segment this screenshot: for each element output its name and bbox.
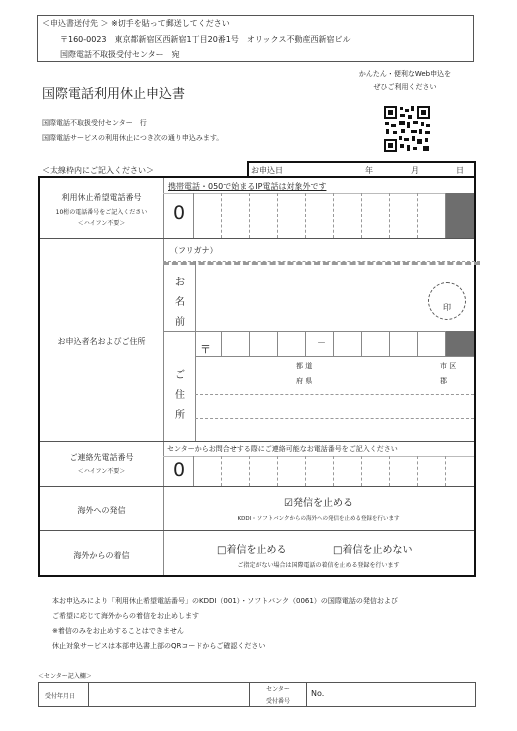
- city-label-bottom: 郡: [440, 377, 447, 385]
- date-month: 月: [411, 166, 419, 175]
- qr-caption-1: かんたん・便利なWeb申込を: [358, 70, 452, 78]
- contact-label: ご連絡先電話番号: [69, 453, 134, 462]
- contact-hyphen-note: ＜ハイフン不要＞: [77, 468, 126, 475]
- received-date-label: 受付年月日: [45, 693, 76, 700]
- qr-caption-2: ぜひご利用ください: [373, 83, 437, 91]
- instruction-text: ＜太線枠内にご記入ください＞: [42, 166, 154, 175]
- phone-label: 利用休止希望電話番号: [61, 193, 142, 202]
- city-label-top: 市 区: [440, 362, 457, 370]
- application-date-box[interactable]: [247, 161, 476, 177]
- incoming-stop-checkbox[interactable]: □着信を止める: [217, 545, 287, 556]
- mailing-recipient: 国際電話不取扱受付センター 宛: [60, 50, 180, 59]
- contact-note: センターからお問合せする際にご連絡可能なお電話番号をご記入ください: [167, 445, 398, 453]
- seal-mark: 印: [443, 303, 451, 312]
- name-char-1: お: [175, 277, 185, 288]
- prefecture-label-top: 都 道: [296, 362, 313, 370]
- prefecture-label-bottom: 府 県: [296, 377, 313, 385]
- address-char-3: 所: [175, 410, 185, 421]
- qr-code-icon[interactable]: [383, 105, 431, 153]
- center-number-label-top: センター: [266, 686, 290, 693]
- footnote-4: 休止対象サービスは本部申込書上部のQRコードからご確認ください: [52, 642, 266, 650]
- application-form: [38, 176, 476, 577]
- incoming-label: 海外からの着信: [73, 551, 130, 560]
- intro-text: 国際電話サービスの利用休止につき次の通り申込みます。: [42, 134, 224, 142]
- mailing-header: ＜申込書送付先 ＞ ※切手を貼って郵送してください: [42, 19, 230, 28]
- phone-sublabel: 10桁の電話番号をご記入ください: [55, 209, 148, 216]
- name-char-3: 前: [175, 317, 185, 328]
- center-section-label: ＜センター記入欄＞: [38, 673, 92, 680]
- date-day: 日: [456, 166, 464, 175]
- contact-prefix: 0: [173, 459, 186, 481]
- phone-number-field[interactable]: [163, 193, 474, 238]
- address-char-2: 住: [175, 390, 185, 401]
- mailing-address: 〒160-0023 東京都新宿区西新宿1丁目20番1号 オリックス不動産西新宿ビル: [60, 35, 351, 44]
- furigana-label: （フリガナ）: [170, 246, 218, 255]
- addressee: 国際電話不取扱受付センター 行: [42, 119, 147, 127]
- footnote-1: 本お申込みにより「利用休止希望電話番号」のKDDI（001）・ソフトバンク（0061）の国際電話の発信および: [52, 597, 398, 605]
- footnote-3: ※着信のみをお止めすることはできません: [52, 627, 184, 635]
- outgoing-note: KDDI・ソフトバンクからの海外への発信を止める登録を行います: [237, 516, 400, 522]
- date-year: 年: [365, 166, 373, 175]
- postal-mark: 〒: [200, 343, 211, 356]
- incoming-keep-checkbox[interactable]: □着信を止めない: [333, 545, 413, 556]
- address-field[interactable]: [196, 357, 474, 441]
- phone-prefix: 0: [173, 202, 186, 224]
- contact-number-field[interactable]: [163, 456, 474, 486]
- name-char-2: 名: [175, 297, 185, 308]
- outgoing-stop-checkbox[interactable]: ☑発信を止める: [284, 498, 353, 509]
- date-label: お申込日: [251, 166, 283, 175]
- applicant-label: お申込者名およびご住所: [57, 337, 146, 346]
- postal-dash: －: [317, 339, 327, 349]
- center-number-field[interactable]: No.: [311, 689, 325, 698]
- page-title: 国際電話利用休止申込書: [42, 87, 186, 102]
- incoming-note: ご指定がない場合は国際電話の着信を止める登録を行います: [237, 562, 400, 569]
- address-char-1: ご: [175, 370, 185, 381]
- mailing-address-box: [37, 15, 474, 62]
- received-date-field[interactable]: [89, 683, 249, 706]
- phone-exclusion-note: 携帯電話・050で始まるIP電話は対象外です: [168, 182, 327, 191]
- postal-code-field[interactable]: [221, 331, 445, 356]
- center-number-label-bottom: 受付番号: [265, 698, 290, 705]
- seal-circle: [428, 282, 466, 320]
- center-section-box: [38, 682, 476, 707]
- phone-hyphen-note: ＜ハイフン不要＞: [77, 220, 126, 227]
- footnote-2: ご希望に応じて海外からの着信をお止めします: [52, 612, 199, 620]
- outgoing-label: 海外への発信: [77, 506, 126, 515]
